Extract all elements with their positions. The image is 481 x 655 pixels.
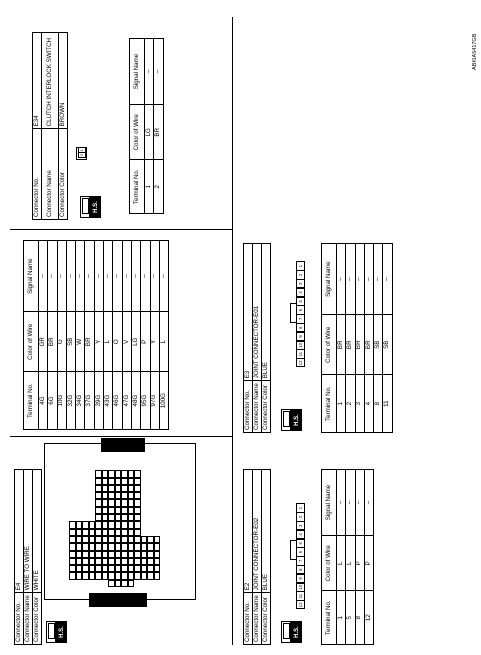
cell-terminal: 5 <box>346 591 355 645</box>
pin-cavity <box>154 565 161 572</box>
cell-wire: SB <box>383 315 392 375</box>
cell-wire: L <box>346 536 355 591</box>
connector-e2-name: JOINT CONNECTOR-E02 <box>253 470 262 593</box>
cell-signal: – <box>374 244 383 315</box>
connector-e2-color: BLUE <box>262 470 271 593</box>
harness-side-icon: H.S. <box>281 409 302 431</box>
pin-cavity <box>154 492 161 499</box>
connector-e3-pin-table: Terminal No. Color of Wire Signal Name 1 BR – 2 BR – 3 BR – 4 BR – 8 SB – 11 SB – <box>321 243 393 433</box>
cell-terminal: 34G <box>76 372 85 430</box>
cell-signal: – <box>141 241 150 312</box>
table-row <box>131 241 140 430</box>
cell-terminal: 43G <box>104 372 113 430</box>
cell-terminal: 39G <box>94 372 103 430</box>
column-divider-1 <box>10 436 232 437</box>
cell-signal: – <box>154 39 163 105</box>
cell-terminal: 1 <box>145 160 154 214</box>
cell-wire: BR <box>48 312 57 372</box>
pin-cavity <box>154 485 161 492</box>
connector-e4-name: WIRE TO WIRE <box>24 470 33 593</box>
cell-wire: P <box>364 536 373 591</box>
table-row <box>337 244 346 433</box>
pin-cell: 4 <box>296 530 305 539</box>
cell-terminal: 3 <box>355 375 364 433</box>
cell-wire: BR <box>364 315 373 375</box>
pin-cell: 2 <box>296 270 305 279</box>
table-row <box>159 241 168 430</box>
cell-wire: BR <box>85 312 94 372</box>
pin-cavity <box>154 478 161 485</box>
pin-cell: 10 <box>296 341 305 350</box>
cell-terminal: 11 <box>383 375 392 433</box>
table-row <box>57 241 66 430</box>
cell-wire: L <box>159 312 168 372</box>
table-row <box>48 241 57 430</box>
table-row <box>141 241 150 430</box>
cell-signal: – <box>346 244 355 315</box>
cell-terminal: 6G <box>48 372 57 430</box>
harness-side-icon: H.S. <box>46 621 67 643</box>
pin-cavity <box>154 514 161 521</box>
horizontal-separator <box>232 17 233 645</box>
cell-signal: – <box>337 244 346 315</box>
cell-wire: O <box>113 312 122 372</box>
cell-terminal: 4G <box>39 372 48 430</box>
cell-signal: – <box>66 241 75 312</box>
cell-signal: – <box>364 470 373 536</box>
harness-side-icon: H.S. <box>80 196 101 218</box>
pin-cell: 12 <box>296 600 305 609</box>
cell-signal: – <box>364 244 373 315</box>
pin-cell: 7 <box>296 556 305 565</box>
pin-cell: 12 <box>296 358 305 367</box>
connector-e4-pin-grid <box>69 470 160 587</box>
pin-cell: 1 <box>296 261 305 270</box>
cell-wire: P <box>141 312 150 372</box>
cell-terminal: 1 <box>337 591 346 645</box>
connector-e4-block <box>14 469 65 645</box>
pin-cell: 1 <box>296 503 305 512</box>
connector-e2-no: E2 <box>244 470 253 593</box>
cell-signal: – <box>355 470 364 536</box>
pin-cell: 8 <box>296 323 305 332</box>
cell-wire: G <box>57 312 66 372</box>
connector-e3-face <box>296 261 305 367</box>
connector-e3-name: JOINT CONNECTOR-E01 <box>253 244 262 381</box>
pin-cell: 5 <box>296 297 305 306</box>
pin-cell: 4 <box>296 288 305 297</box>
cell-terminal: 37G <box>85 372 94 430</box>
connector-e2-face <box>296 503 305 609</box>
cell-wire: Y <box>94 312 103 372</box>
cell-terminal: 10G <box>57 372 66 430</box>
cell-signal: – <box>57 241 66 312</box>
connector-e34-face: 2 1 <box>76 147 87 160</box>
connector-e4-color: WHITE <box>33 470 42 593</box>
pin-cell: 11 <box>296 349 305 358</box>
cell-signal: – <box>145 39 154 105</box>
connector-e34-no: E34 <box>33 33 42 129</box>
cell-terminal: 47G <box>122 372 131 430</box>
pin-cavity <box>154 558 161 565</box>
cell-wire: BR <box>154 105 163 160</box>
pin-cell: 10 <box>296 583 305 592</box>
cell-wire: SB <box>374 315 383 375</box>
table-row <box>383 244 392 433</box>
pin-cell: 6 <box>296 305 305 314</box>
cell-terminal: 8 <box>374 375 383 433</box>
pin-cavity <box>154 529 161 536</box>
connector-e4-info-table: Connector No. E4 Connector Name WIRE TO WIRE Connector Color WHITE <box>14 469 42 645</box>
table-row <box>154 39 163 214</box>
cell-wire: L <box>337 536 346 591</box>
cell-wire: LG <box>145 105 154 160</box>
table-row <box>355 470 364 645</box>
table-row <box>76 241 85 430</box>
pin-cavity <box>154 521 161 528</box>
pin-cell: 6 <box>296 547 305 556</box>
connector-e2-pin-table: Terminal No. Color of Wire Signal Name 1 L – 5 L – 8 P – 12 P – <box>321 469 374 645</box>
cell-wire: GR <box>39 312 48 372</box>
cell-signal: – <box>94 241 103 312</box>
connector-e2-info-table: Connector No. E2 Connector Name JOINT CONNECTOR-E02 Connector Color BLUE <box>243 469 271 645</box>
connector-e4-lock-tab <box>101 438 145 452</box>
cell-terminal: 2 <box>346 375 355 433</box>
cell-signal: – <box>337 470 346 536</box>
table-row <box>150 241 159 430</box>
connector-e2-block <box>243 469 372 645</box>
cell-signal: – <box>122 241 131 312</box>
cell-signal: – <box>346 470 355 536</box>
cell-signal: – <box>113 241 122 312</box>
table-row <box>337 470 346 645</box>
connector-e3-no: E3 <box>244 244 253 381</box>
cell-wire: W <box>76 312 85 372</box>
pin-cavity <box>154 580 161 587</box>
harness-side-icon: H.S. <box>281 621 302 643</box>
connector-e3-info-table: Connector No. E3 Connector Name JOINT CONNECTOR-E01 Connector Color BLUE <box>243 243 271 433</box>
cell-wire: P <box>355 536 364 591</box>
pin-cell: 3 <box>296 521 305 530</box>
cell-wire: Y <box>150 312 159 372</box>
table-row <box>346 244 355 433</box>
connector-e4-lock-tab <box>89 593 147 607</box>
connector-e34-pin-table: Terminal No. Color of Wire Signal Name 1 LG – 2 BR – <box>129 38 164 214</box>
table-row <box>364 244 373 433</box>
pin-cell: 9 <box>296 332 305 341</box>
table-row <box>66 241 75 430</box>
cell-wire: V <box>122 312 131 372</box>
cell-signal: – <box>150 241 159 312</box>
cell-signal: – <box>104 241 113 312</box>
cell-wire: LG <box>131 312 140 372</box>
table-row <box>355 244 364 433</box>
table-row <box>346 470 355 645</box>
cell-terminal: 48G <box>131 372 140 430</box>
connector-e34-name: CLUTCH INTERLOCK SWITCH <box>42 33 59 129</box>
connector-e3-color: BLUE <box>262 244 271 381</box>
connector-e34-color: BROWN <box>59 33 68 129</box>
pin-cavity <box>154 470 161 477</box>
cell-signal: – <box>131 241 140 312</box>
pin-cell: 9 <box>296 574 305 583</box>
table-row <box>94 241 103 430</box>
cell-terminal: 12 <box>364 591 373 645</box>
cell-signal: – <box>85 241 94 312</box>
connector-e3-block <box>243 243 391 433</box>
table-row <box>113 241 122 430</box>
pin-cell: 7 <box>296 314 305 323</box>
pin-cell: 11 <box>296 591 305 600</box>
cell-terminal: 1 <box>337 375 346 433</box>
connector-e4-no: E4 <box>15 470 24 593</box>
pin-cavity <box>154 507 161 514</box>
connector-e34-block <box>32 32 162 220</box>
cell-signal: – <box>383 244 392 315</box>
figure-code: ABKIA5417GB <box>472 33 478 70</box>
pin-cell: 8 <box>296 565 305 574</box>
cell-terminal: 8 <box>355 591 364 645</box>
pin-cavity <box>154 572 161 579</box>
table-row <box>39 241 48 430</box>
cell-wire: BR <box>337 315 346 375</box>
cell-terminal: 100G <box>159 372 168 430</box>
table-row <box>122 241 131 430</box>
cell-wire: SB <box>66 312 75 372</box>
cell-terminal: 4 <box>364 375 373 433</box>
table-row <box>145 39 154 214</box>
table-row <box>85 241 94 430</box>
cell-terminal: 97G <box>150 372 159 430</box>
cell-terminal: 2 <box>154 160 163 214</box>
cell-signal: – <box>159 241 168 312</box>
cell-terminal: 32G <box>66 372 75 430</box>
pin-cell: 2 <box>296 512 305 521</box>
pin-cell: 5 <box>296 539 305 548</box>
pin-cavity <box>154 551 161 558</box>
cell-wire: BR <box>355 315 364 375</box>
column-divider-2 <box>10 229 232 230</box>
pin-cell: 3 <box>296 279 305 288</box>
pin-cavity <box>154 543 161 550</box>
cell-signal: – <box>39 241 48 312</box>
connector-e4-pin-table: Terminal No. Color of Wire Signal Name 4G GR – 6G BR – 10G G – 32G SB – 34G W – 37G BR – 39G Y – 43G L – 46G O – 47G V – 48G LG – 95G P – 97G Y – 100G L – <box>23 240 169 430</box>
cell-terminal: 46G <box>113 372 122 430</box>
connector-e34-info-table: Connector No. E34 Connector Name CLUTCH INTERLOCK SWITCH Connector Color BROWN <box>32 32 68 220</box>
cell-terminal: 95G <box>141 372 150 430</box>
cell-wire: BR <box>346 315 355 375</box>
pin-cavity <box>154 499 161 506</box>
table-row <box>364 470 373 645</box>
cell-wire: L <box>104 312 113 372</box>
cell-signal: – <box>48 241 57 312</box>
pin-cavity <box>154 536 161 543</box>
cell-signal: – <box>76 241 85 312</box>
table-row <box>374 244 383 433</box>
cell-signal: – <box>355 244 364 315</box>
table-row <box>104 241 113 430</box>
